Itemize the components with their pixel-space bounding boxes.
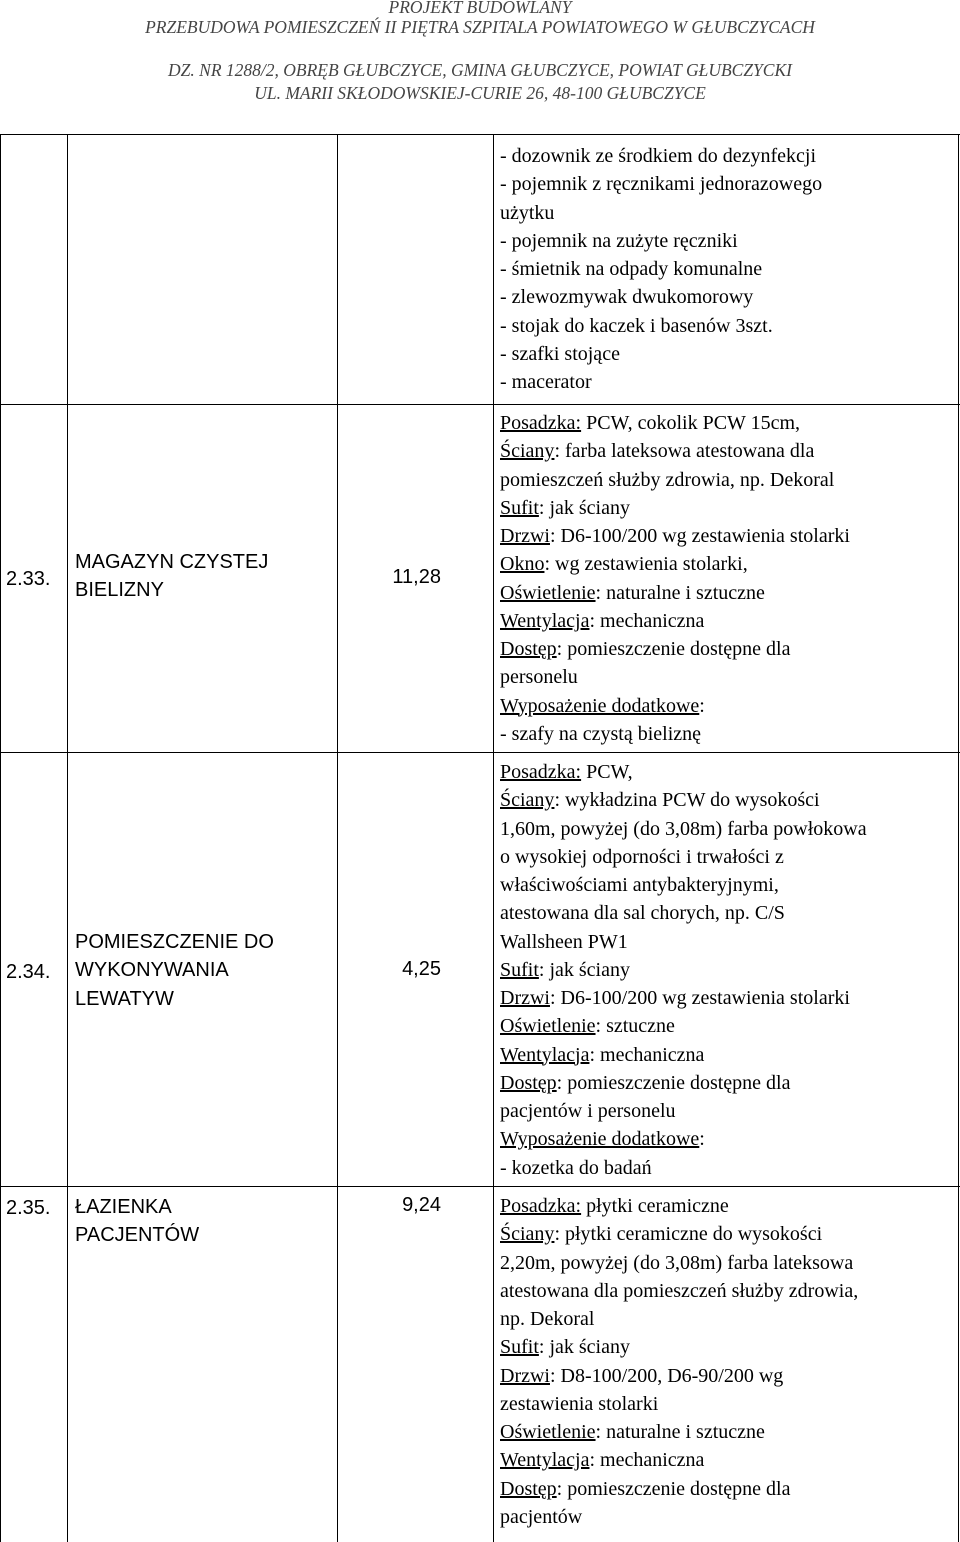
field-label: Drzwi — [500, 987, 550, 1009]
description-line — [500, 899, 956, 927]
equipment-line: - dozownik ze środkiem do dezynfekcji — [500, 145, 817, 167]
row-number: 2.33. — [6, 568, 51, 590]
row-number: 2.34. — [6, 961, 51, 983]
field-label: Oświetlenie — [500, 1015, 596, 1038]
room-description — [500, 758, 956, 1182]
description-line — [500, 956, 956, 984]
field-value: : farba lateksowa atestowana dla — [554, 440, 815, 463]
room-name-line: ŁAZIENKA — [75, 1196, 172, 1218]
equipment-line: - pojemnik na zużyte ręczniki — [500, 229, 738, 252]
field-value: PCW, — [581, 761, 633, 783]
field-value: : pomieszczenie dostępne dla — [556, 1477, 791, 1500]
description-line — [500, 928, 956, 956]
room-name — [75, 1193, 199, 1250]
table-border-right — [958, 134, 959, 1542]
field-value: : pomieszczenie dostępne dla — [556, 1071, 791, 1094]
description-line — [500, 663, 956, 691]
description-line — [500, 1192, 956, 1220]
description-line — [500, 1475, 956, 1503]
description-line — [500, 522, 956, 550]
field-value: płytki ceramiczne — [581, 1195, 729, 1217]
column-divider-2 — [337, 134, 338, 1542]
field-value: : jak ściany — [538, 958, 630, 981]
field-label: Drzwi — [500, 525, 550, 547]
field-value: PCW, cokolik PCW 15cm, — [581, 412, 800, 434]
field-value: : naturalne i sztuczne — [595, 1421, 765, 1443]
table-top-border — [0, 134, 960, 135]
description-line — [500, 984, 956, 1012]
description-line — [500, 635, 956, 663]
description-line — [500, 1446, 956, 1474]
field-value: : D6-100/200 wg zestawienia stolarki — [549, 987, 850, 1009]
description-line — [500, 871, 956, 899]
description-line — [500, 692, 956, 720]
field-value: : mechaniczna — [589, 1043, 705, 1066]
equipment-line: - macerator — [500, 371, 592, 393]
description-line — [500, 843, 956, 871]
field-label: Wentylacja — [500, 609, 590, 632]
description-line — [500, 758, 956, 786]
column-divider-3 — [493, 134, 494, 1542]
equipment-line: użytku — [500, 201, 555, 224]
field-label: Dostęp — [500, 1477, 557, 1500]
row-number: 2.35. — [6, 1197, 51, 1219]
header-line-1: PROJEKT BUDOWLANY — [388, 0, 572, 17]
description-line — [500, 1220, 956, 1248]
description-line — [500, 494, 956, 522]
field-label: Posadzka: — [500, 1195, 582, 1217]
description-line — [500, 1333, 956, 1361]
equipment-line: - szafki stojące — [500, 342, 620, 365]
field-value: pacjentów — [500, 1505, 583, 1528]
description-line — [500, 786, 956, 814]
field-value: : pomieszczenie dostępne dla — [556, 638, 791, 660]
description-line — [500, 1305, 956, 1333]
field-label: Ściany — [500, 440, 555, 463]
row-divider-3 — [0, 1186, 960, 1187]
field-value: Wallsheen PW1 — [500, 930, 628, 953]
description-line — [500, 1097, 956, 1125]
description-line — [500, 607, 956, 635]
room-description — [500, 1192, 956, 1531]
header-line-2: PRZEBUDOWA POMIESZCZEŃ II PIĘTRA SZPITALA POWIATOWEGO W GŁUBCZYCACH — [145, 17, 815, 37]
field-value: pacjentów i personelu — [500, 1100, 676, 1122]
room-name-line: PACJENTÓW — [75, 1224, 200, 1247]
equipment-line: - zlewozmywak dwukomorowy — [500, 286, 754, 309]
field-value: pomieszczeń służby zdrowia, np. Dekoral — [500, 468, 835, 491]
field-label: Oświetlenie — [500, 1421, 596, 1443]
field-label: Ściany — [500, 1223, 555, 1246]
room-name-line: LEWATYW — [75, 987, 174, 1010]
description-line — [500, 815, 956, 843]
row-divider-2 — [0, 752, 960, 753]
room-area: 11,28 — [392, 566, 441, 588]
description-line — [500, 1249, 956, 1277]
description-line — [500, 466, 956, 494]
header-line-4: UL. MARII SKŁODOWSKIEJ-CURIE 26, 48-100 GŁUBCZYCE — [254, 83, 706, 103]
field-value: : D8-100/200, D6-90/200 wg — [549, 1364, 784, 1387]
row-divider-1 — [0, 404, 960, 405]
field-value: : naturalne i sztuczne — [595, 581, 765, 604]
room-area: 9,24 — [402, 1194, 441, 1216]
field-value: : wykładzina PCW do wysokości — [554, 789, 820, 812]
equipment-line: - stojak do kaczek i basenów 3szt. — [500, 314, 773, 337]
table-border-left — [0, 134, 1, 1542]
room-name-line: BIELIZNY — [75, 579, 164, 602]
description-line — [500, 579, 956, 607]
field-value: - szafy na czystą bieliznę — [500, 722, 702, 745]
description-line — [500, 1503, 956, 1531]
field-label: Sufit — [500, 496, 539, 519]
equipment-line: - pojemnik z ręcznikami jednorazowego — [500, 173, 823, 196]
field-label: Sufit — [500, 958, 539, 981]
field-value: np. Dekoral — [500, 1308, 595, 1330]
field-label: Okno — [500, 553, 545, 576]
field-value: 2,20m, powyżej (do 3,08m) farba lateksowa — [500, 1251, 854, 1274]
field-value: 1,60m, powyżej (do 3,08m) farba powłokowa — [500, 817, 867, 840]
field-label: Posadzka: — [500, 412, 582, 434]
description-line — [500, 1277, 956, 1305]
field-value: : jak ściany — [538, 496, 630, 519]
room-description — [500, 409, 956, 748]
room-name-line: WYKONYWANIA — [75, 959, 229, 982]
field-label: Sufit — [500, 1336, 539, 1359]
header-line-3: DZ. NR 1288/2, OBRĘB GŁUBCZYCE, GMINA GŁUBCZYCE, POWIAT GŁUBCZYCKI — [168, 60, 792, 80]
room-name — [75, 548, 268, 605]
field-value: zestawienia stolarki — [500, 1392, 659, 1415]
field-label: Posadzka: — [500, 761, 582, 783]
field-label: Oświetlenie — [500, 581, 596, 604]
description-line — [500, 1362, 956, 1390]
field-value: : sztuczne — [595, 1015, 675, 1038]
description-line — [500, 1418, 956, 1446]
description-line — [500, 1012, 956, 1040]
equipment-line: - śmietnik na odpady komunalne — [500, 258, 763, 280]
field-value: : — [699, 1128, 705, 1151]
field-value: : mechaniczna — [589, 609, 705, 632]
description-line — [500, 1125, 956, 1153]
room-area: 4,25 — [402, 958, 441, 980]
description-line — [500, 720, 956, 748]
field-label: Ściany — [500, 789, 555, 812]
continuation-equipment-list — [500, 142, 956, 396]
field-label: Wentylacja — [500, 1043, 590, 1066]
field-value: : wg zestawienia stolarki, — [544, 553, 748, 576]
field-label: Wyposażenie dodatkowe — [500, 1128, 700, 1151]
field-value: : mechaniczna — [589, 1449, 705, 1472]
field-value: personelu — [500, 666, 578, 689]
room-name-line: MAGAZYN CZYSTEJ — [75, 551, 269, 573]
description-line — [500, 550, 956, 578]
field-label: Wyposażenie dodatkowe — [500, 694, 700, 717]
description-line — [500, 1154, 956, 1182]
room-name — [75, 928, 274, 1013]
field-value: o wysokiej odporności i trwałości z — [500, 845, 784, 868]
field-label: Drzwi — [500, 1364, 550, 1387]
field-value: atestowana dla pomieszczeń służby zdrowia, — [500, 1279, 859, 1302]
description-line — [500, 1390, 956, 1418]
field-value: - kozetka do badań — [500, 1156, 652, 1179]
field-value: atestowana dla sal chorych, np. C/S — [500, 902, 785, 925]
description-line — [500, 437, 956, 465]
room-name-line: POMIESZCZENIE DO — [75, 931, 274, 953]
column-divider-1 — [67, 134, 68, 1542]
field-label: Dostęp — [500, 1071, 557, 1094]
description-line — [500, 1041, 956, 1069]
description-line — [500, 409, 956, 437]
field-value: : jak ściany — [538, 1336, 630, 1359]
field-value: : płytki ceramiczne do wysokości — [554, 1223, 823, 1246]
field-value: : D6-100/200 wg zestawienia stolarki — [549, 525, 850, 547]
field-value: właściwościami antybakteryjnymi, — [500, 874, 779, 896]
field-value: : — [699, 694, 705, 717]
field-label: Dostęp — [500, 638, 557, 660]
field-label: Wentylacja — [500, 1449, 590, 1472]
description-line — [500, 1069, 956, 1097]
